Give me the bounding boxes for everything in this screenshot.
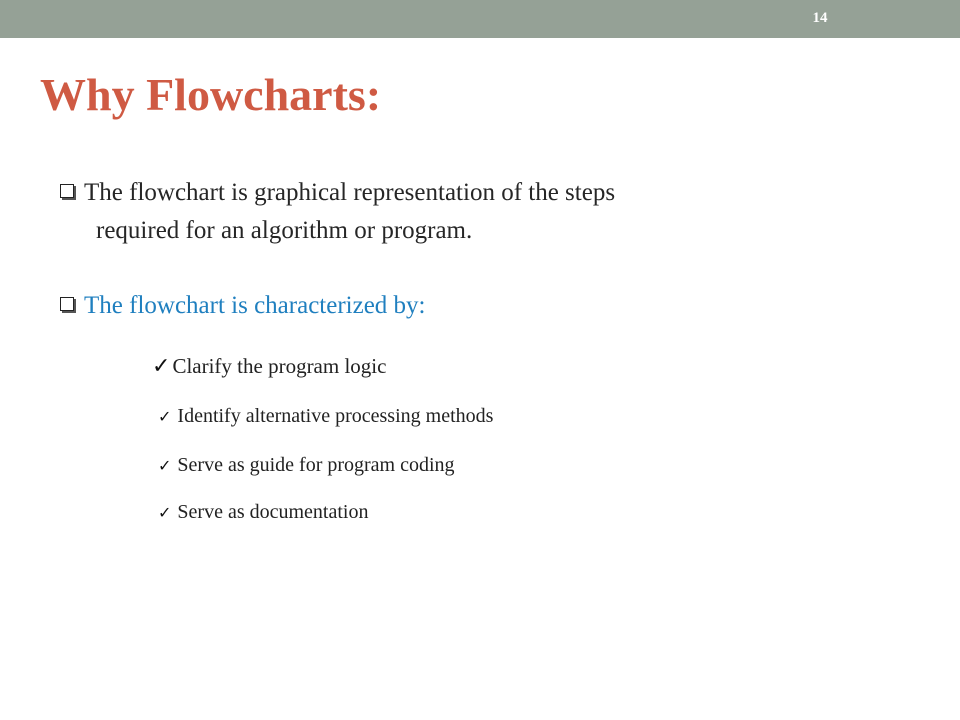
checkmark-icon: ✓ [158, 503, 172, 522]
check-item-label: Serve as guide for program coding [177, 454, 455, 476]
page-number: 14 [812, 10, 828, 26]
bullet-definition-line1: The flowchart is graphical representation of the steps [84, 179, 616, 206]
bullet-characterized-text: The flowchart is characterized by: [84, 292, 426, 319]
square-bullet-icon [60, 184, 74, 198]
bullet-characterized [60, 287, 426, 325]
checkmark-icon: ✓ [158, 407, 172, 426]
top-bar [0, 0, 960, 38]
check-item-guide [158, 454, 455, 477]
bullet-definition [60, 174, 820, 250]
check-item-label: Serve as documentation [177, 501, 369, 523]
check-item-label: Clarify the program logic [172, 354, 387, 378]
slide-title: Why Flowcharts: [40, 69, 382, 120]
check-item-clarify [152, 354, 386, 379]
check-item-documentation [158, 501, 368, 524]
checkmark-icon: ✓ [152, 354, 171, 379]
check-item-label: Identify alternative processing methods [177, 405, 494, 427]
square-bullet-icon [60, 297, 74, 311]
check-item-identify [158, 405, 493, 428]
checkmark-icon: ✓ [158, 456, 172, 475]
bullet-definition-line2: required for an algorithm or program. [96, 217, 473, 244]
